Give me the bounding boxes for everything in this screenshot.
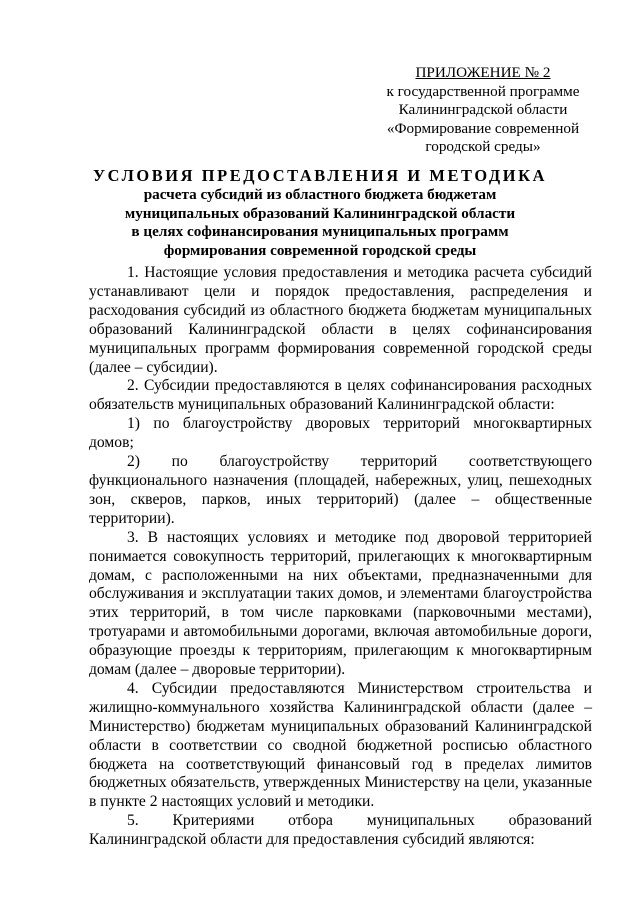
appendix-program-name-line2: городской среды» xyxy=(425,138,541,156)
paragraph-2-item-2: 2) по благоустройству территорий соответствующего функционального назначения (площадей, набережных, улиц, пешеходных зон, скверов, парков, иных территорий) (далее – общественные территории). xyxy=(89,453,592,527)
document-title xyxy=(60,166,580,260)
title-subtitle-line4: формирования современной городской среды xyxy=(163,241,477,259)
appendix-header xyxy=(360,64,606,157)
appendix-program-name-line1: «Формирование современной xyxy=(386,119,580,137)
document-body xyxy=(89,264,592,850)
appendix-number: ПРИЛОЖЕНИЕ № 2 xyxy=(415,64,551,81)
title-subtitle-line1: расчета субсидий из областного бюджета бюджетам xyxy=(143,186,497,203)
appendix-region-line: Калининградской области xyxy=(398,101,568,119)
appendix-program-line: к государственной программе xyxy=(386,82,580,100)
paragraph-3: 3. В настоящих условиях и методике под дворовой территорией понимается совокупность территорий, прилегающих к многоквартирным домам, с расположенными на них объектами, предназначенными для обслуживания и эксплуатации таких домов, и элементами благоустройства этих территорий, в том числе парковками (парковочными местами), тротуарами и автомобильными дорогами, включая автомобильные дороги, образующие проезды к территориям, прилегающим к многоквартирным домам (далее – дворовые территории). xyxy=(89,528,592,679)
title-subtitle-line3: в целях софинансирования муниципальных программ xyxy=(131,223,509,241)
title-subtitle-line2: муниципальных образований Калининградской области xyxy=(124,204,516,222)
paragraph-2: 2. Субсидии предоставляются в целях софинансирования расходных обязательств муниципальных образований Калининградской области: xyxy=(89,377,592,414)
title-main: УСЛОВИЯ ПРЕДОСТАВЛЕНИЯ И МЕТОДИКА xyxy=(92,166,548,185)
paragraph-1: 1. Настоящие условия предоставления и методика расчета субсидий устанавливают цели и порядок предоставления, распределения и расходования субсидий из областного бюджета бюджетам муниципальных образований Калининградской области в целях софинансирования муниципальных программ формирования современной городской среды (далее – субсидии). xyxy=(89,264,592,376)
paragraph-5: 5. Критериями отбора муниципальных образований Калининградской области для предоставления субсидий являются: xyxy=(89,812,592,849)
paragraph-4: 4. Субсидии предоставляются Министерством строительства и жилищно-коммунального хозяйства Калининградской области (далее – Министерство) бюджетам муниципальных образований Калининградской области в соответствии со сводной бюджетной росписью областного бюджета на соответствующий финансовый год в пределах лимитов бюджетных обязательств, утвержденных Министерству на цели, указанные в пункте 2 настоящих условий и методики. xyxy=(89,679,592,811)
paragraph-2-item-1: 1) по благоустройству дворовых территорий многоквартирных домов; xyxy=(89,415,592,452)
